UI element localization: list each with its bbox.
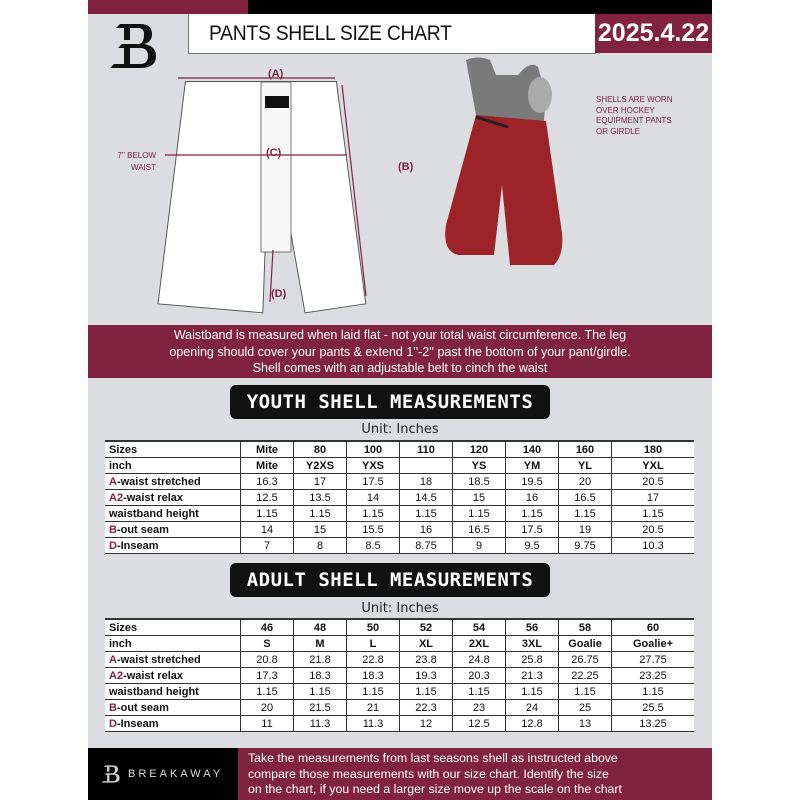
table-cell: 1.15 — [241, 506, 294, 522]
table-cell: Mite — [241, 441, 294, 458]
table-cell: 1.15 — [506, 506, 559, 522]
adult-unit: Unit: Inches — [361, 601, 439, 616]
table-row — [105, 716, 694, 732]
size-chart-page — [88, 0, 712, 800]
table-cell: 2XL — [453, 636, 506, 652]
table-cell: 1.15 — [294, 684, 347, 700]
banner-line: Waistband is measured when laid flat - not your total waist circumference. The leg — [173, 328, 627, 342]
table-cell: 26.75 — [559, 652, 612, 668]
table-row — [105, 652, 694, 668]
table-cell: 15.5 — [347, 522, 400, 538]
shorts-diagram — [148, 60, 428, 320]
table-cell: 19 — [559, 522, 612, 538]
table-cell: YXL — [612, 458, 695, 474]
table-cell: 1.15 — [559, 684, 612, 700]
banner-line: opening should cover your pants & extend 1''-2'' past the bottom of your pant/girdle. — [169, 344, 631, 359]
footer-line: Take the measurements from last seasons shell as instructed above — [248, 751, 618, 765]
label-a: (A) — [268, 68, 284, 80]
table-cell: 25.8 — [506, 652, 559, 668]
label-d: (D) — [271, 288, 287, 300]
measure-key: D — [109, 717, 117, 730]
table-cell: 1.15 — [559, 506, 612, 522]
row-label — [105, 716, 241, 732]
table-cell: 17.5 — [347, 474, 400, 490]
table-cell: 50 — [347, 619, 400, 636]
table-cell: 23.25 — [612, 668, 695, 684]
footer-line: on the chart, if you need a larger size move up the scale on the chart — [248, 782, 622, 796]
table-row — [105, 522, 694, 538]
row-label — [105, 474, 241, 490]
table-cell: 8 — [294, 538, 347, 554]
table-cell: 11.3 — [294, 716, 347, 732]
table-cell: 12.5 — [453, 716, 506, 732]
table-cell: YM — [506, 458, 559, 474]
table-cell: 17 — [612, 490, 695, 506]
table-cell: 18.3 — [347, 668, 400, 684]
table-cell: 17.3 — [241, 668, 294, 684]
label-b: (B) — [398, 161, 414, 173]
top-bar — [248, 0, 712, 14]
table-cell: 12.5 — [241, 490, 294, 506]
label-c: (C) — [266, 147, 282, 159]
table-cell: Goalie+ — [612, 636, 695, 652]
table-cell: YL — [559, 458, 612, 474]
table-cell: 46 — [241, 619, 294, 636]
row-label — [105, 636, 241, 652]
measure-label: Sizes — [109, 443, 138, 456]
row-label — [105, 619, 241, 636]
measure-key: A — [109, 653, 117, 666]
measure-label: -Inseam — [116, 717, 159, 730]
youth-unit: Unit: Inches — [361, 422, 439, 437]
table-cell: 16.3 — [241, 474, 294, 490]
table-cell: 10.3 — [612, 538, 695, 554]
table-cell: 18.5 — [453, 474, 506, 490]
table-cell: 14.5 — [400, 490, 453, 506]
table-row — [105, 441, 694, 458]
footer-line: compare those measurements with our size chart. Identify the size — [248, 766, 609, 781]
table-cell: 14 — [241, 522, 294, 538]
table-cell: 22.8 — [347, 652, 400, 668]
measure-key: B — [109, 701, 117, 714]
table-row — [105, 619, 694, 636]
measure-key: A2 — [109, 491, 124, 504]
table-cell — [400, 458, 453, 474]
table-cell: 9.75 — [559, 538, 612, 554]
c-note — [98, 150, 156, 174]
table-cell: 15 — [294, 522, 347, 538]
table-cell: 20 — [241, 700, 294, 716]
adult-section-title: ADULT SHELL MEASUREMENTS — [230, 563, 550, 597]
measure-label: waistband height — [109, 507, 199, 520]
row-label — [105, 668, 241, 684]
measure-label: -out seam — [116, 523, 169, 536]
table-cell: 16 — [400, 522, 453, 538]
table-cell: 12 — [400, 716, 453, 732]
table-cell: 3XL — [506, 636, 559, 652]
table-cell: 22.25 — [559, 668, 612, 684]
table-cell: S — [241, 636, 294, 652]
table-row — [105, 538, 694, 554]
table-row — [105, 474, 694, 490]
pants-shell-photo — [438, 55, 588, 280]
table-cell: 20.5 — [612, 474, 695, 490]
table-cell: 23 — [453, 700, 506, 716]
table-cell: 1.15 — [347, 684, 400, 700]
table-cell: 1.15 — [612, 684, 695, 700]
table-cell: 1.15 — [400, 684, 453, 700]
table-cell: 1.15 — [294, 506, 347, 522]
table-cell: 11 — [241, 716, 294, 732]
measure-key: B — [109, 523, 117, 536]
table-cell: 21.8 — [294, 652, 347, 668]
row-label — [105, 506, 241, 522]
table-cell: 160 — [559, 441, 612, 458]
table-cell: 1.15 — [400, 506, 453, 522]
table-cell: YS — [453, 458, 506, 474]
table-cell: 20.3 — [453, 668, 506, 684]
table-cell: 9 — [453, 538, 506, 554]
c-note-line: 7'' BELOW — [117, 151, 156, 160]
table-cell: 24 — [506, 700, 559, 716]
table-cell: 14 — [347, 490, 400, 506]
photo-note — [596, 95, 672, 137]
table-row — [105, 506, 694, 522]
table-cell: 1.15 — [612, 506, 695, 522]
brand-name: BREAKAWAY — [128, 768, 224, 780]
measure-label: inch — [109, 637, 132, 650]
table-cell: 8.75 — [400, 538, 453, 554]
table-cell: 20.5 — [612, 522, 695, 538]
measure-label: -waist stretched — [116, 653, 201, 666]
table-cell: 100 — [347, 441, 400, 458]
measure-label: -waist relax — [123, 491, 183, 504]
table-cell: L — [347, 636, 400, 652]
photo-note-line: SHELLS ARE WORN — [596, 95, 673, 104]
table-cell: 21 — [347, 700, 400, 716]
table-cell: 180 — [612, 441, 695, 458]
measure-label: waistband height — [109, 685, 199, 698]
date-badge: 2025.4.22 — [595, 14, 712, 53]
table-cell: 25.5 — [612, 700, 695, 716]
table-cell: 13 — [559, 716, 612, 732]
row-label — [105, 538, 241, 554]
table-cell: 1.15 — [453, 506, 506, 522]
table-cell: 23.8 — [400, 652, 453, 668]
row-label — [105, 490, 241, 506]
table-cell: 11.3 — [347, 716, 400, 732]
table-cell: XL — [400, 636, 453, 652]
row-label — [105, 458, 241, 474]
table-cell: 18 — [400, 474, 453, 490]
top-bar-accent — [88, 0, 248, 14]
table-cell: 1.15 — [241, 684, 294, 700]
measure-label: Sizes — [109, 621, 138, 634]
row-label — [105, 441, 241, 458]
measure-key: A2 — [109, 669, 124, 682]
table-row — [105, 458, 694, 474]
table-cell: 13.5 — [294, 490, 347, 506]
row-label — [105, 652, 241, 668]
table-cell: 8.5 — [347, 538, 400, 554]
table-cell: 60 — [612, 619, 695, 636]
table-cell: YXS — [347, 458, 400, 474]
table-cell: 1.15 — [347, 506, 400, 522]
measure-key: A — [109, 475, 117, 488]
measure-label: -Inseam — [116, 539, 159, 552]
table-cell: 16 — [506, 490, 559, 506]
table-cell: 120 — [453, 441, 506, 458]
table-cell: 20.8 — [241, 652, 294, 668]
measure-label: inch — [109, 459, 132, 472]
table-row — [105, 490, 694, 506]
adult-size-table — [105, 618, 694, 732]
table-cell: Goalie — [559, 636, 612, 652]
banner-line: Shell comes with an adjustable belt to cinch the waist — [252, 361, 548, 375]
row-label — [105, 700, 241, 716]
measure-label: -waist relax — [123, 669, 183, 682]
table-cell: 12.8 — [506, 716, 559, 732]
table-cell: 58 — [559, 619, 612, 636]
table-row — [105, 668, 694, 684]
table-cell: 15 — [453, 490, 506, 506]
table-cell: 20 — [559, 474, 612, 490]
photo-note-line: EQUIPMENT PANTS — [596, 116, 672, 125]
c-note-line: WAIST — [130, 163, 156, 172]
youth-size-table — [105, 440, 694, 554]
table-cell: 18.3 — [294, 668, 347, 684]
table-cell: 13.25 — [612, 716, 695, 732]
table-row — [105, 684, 694, 700]
table-cell: 16.5 — [559, 490, 612, 506]
table-cell: 19.3 — [400, 668, 453, 684]
measure-label: -out seam — [116, 701, 169, 714]
photo-note-line: OR GIRDLE — [596, 126, 641, 136]
row-label — [105, 522, 241, 538]
row-label — [105, 684, 241, 700]
table-cell: 56 — [506, 619, 559, 636]
table-cell: 19.5 — [506, 474, 559, 490]
table-cell: 21.3 — [506, 668, 559, 684]
table-cell: 7 — [241, 538, 294, 554]
table-cell: Mite — [241, 458, 294, 474]
measure-label: -waist stretched — [116, 475, 201, 488]
table-cell: 25 — [559, 700, 612, 716]
table-cell: 16.5 — [453, 522, 506, 538]
measurement-note-banner — [88, 325, 712, 378]
breakaway-logo-small-icon — [100, 762, 122, 786]
table-cell: 21.5 — [294, 700, 347, 716]
table-cell: 48 — [294, 619, 347, 636]
table-cell: 27.75 — [612, 652, 695, 668]
table-cell: Y2XS — [294, 458, 347, 474]
table-cell: 52 — [400, 619, 453, 636]
page-title: PANTS SHELL SIZE CHART — [209, 22, 452, 45]
youth-section-title: YOUTH SHELL MEASUREMENTS — [230, 385, 550, 419]
table-cell: 24.8 — [453, 652, 506, 668]
table-cell: 1.15 — [453, 684, 506, 700]
table-cell: M — [294, 636, 347, 652]
table-cell: 22.3 — [400, 700, 453, 716]
table-cell: 9.5 — [506, 538, 559, 554]
table-cell: 17.5 — [506, 522, 559, 538]
photo-note-line: OVER HOCKEY — [596, 105, 655, 115]
table-row — [105, 636, 694, 652]
table-cell: 17 — [294, 474, 347, 490]
table-cell: 54 — [453, 619, 506, 636]
table-cell: 110 — [400, 441, 453, 458]
table-cell: 1.15 — [506, 684, 559, 700]
table-row — [105, 700, 694, 716]
table-cell: 140 — [506, 441, 559, 458]
table-cell: 80 — [294, 441, 347, 458]
footer-instructions — [238, 748, 712, 800]
measure-key: D — [109, 539, 117, 552]
title-box — [188, 14, 596, 54]
